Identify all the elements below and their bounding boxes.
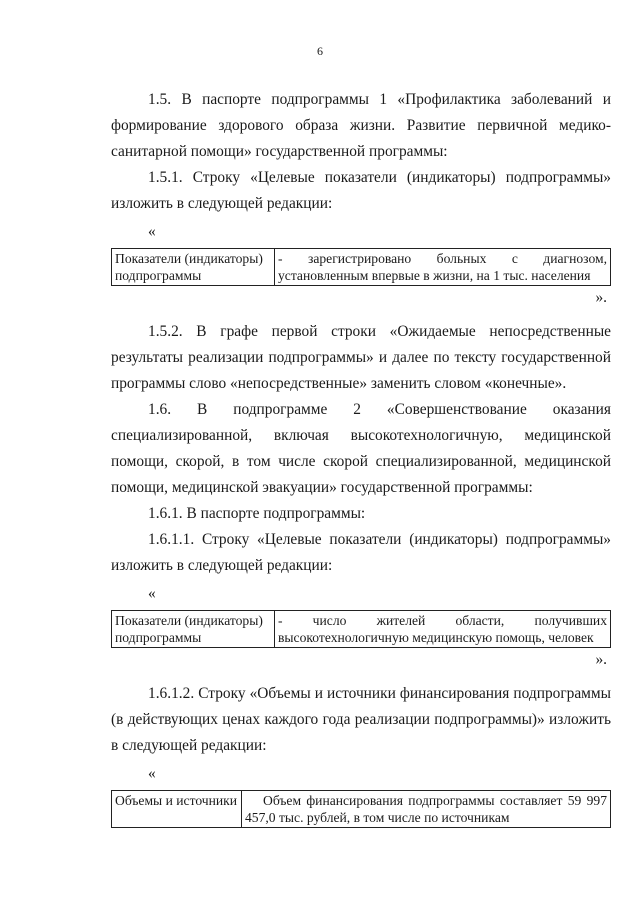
table-cell-label: Показатели (индикаторы) подпрограммы: [112, 249, 275, 286]
table-targets-2: [111, 610, 611, 648]
table-row: [112, 249, 611, 286]
table-row: [112, 791, 611, 828]
table-cell-label: Показатели (индикаторы) подпрограммы: [112, 611, 275, 648]
document-body: [111, 87, 611, 828]
table-cell-value: - число жителей области, получивших высокотехнологичную медицинскую помощь, человек: [275, 611, 611, 648]
quote-close: ».: [595, 289, 607, 306]
table-row: [112, 611, 611, 648]
table-targets-1: [111, 248, 611, 286]
quote-close: ».: [595, 651, 607, 668]
table-cell-value: - зарегистрировано больных с диагнозом, установленным впервые в жизни, на 1 тыс. населения: [275, 249, 611, 286]
paragraph-1-6-1-1: 1.6.1.1. Строку «Целевые показатели (индикаторы) подпрограммы» изложить в следующей редакции:: [111, 531, 611, 574]
paragraph-1-6: 1.6. В подпрограмме 2 «Совершенствование оказания специализированной, включая высокотехнологичную, медицинской помощи, скорой, в том числе скорой специализированной, медицинской помощи, медицинской эвакуации» государственной программы:: [111, 401, 611, 496]
paragraph-1-6-1-2: 1.6.1.2. Строку «Объемы и источники финансирования подпрограммы (в действующих ценах каждого года реализации подпрограммы)» изложить в следующей редакции:: [111, 685, 611, 754]
paragraph-1-5-2: 1.5.2. В графе первой строки «Ожидаемые непосредственные результаты реализации подпрограммы» и далее по тексту государственной программы слово «непосредственные» заменить словом «конечные».: [111, 323, 611, 392]
paragraph-1-5-1: 1.5.1. Строку «Целевые показатели (индикаторы) подпрограммы» изложить в следующей редакции:: [111, 169, 611, 212]
quote-open: «: [148, 765, 156, 782]
quote-open: «: [148, 223, 156, 240]
quote-open: «: [148, 585, 156, 602]
table-financing: [111, 790, 611, 828]
page-number: 6: [317, 44, 323, 58]
table-cell-value: Объем финансирования подпрограммы составляет 59 997 457,0 тыс. рублей, в том числе по источникам: [242, 791, 611, 828]
table-cell-label: Объемы и источники: [112, 791, 242, 828]
paragraph-1-6-1: 1.6.1. В паспорте подпрограммы:: [148, 505, 366, 522]
paragraph-1-5: 1.5. В паспорте подпрограммы 1 «Профилактика заболеваний и формирование здорового образа жизни. Развитие первичной медико-санитарной помощи» государственной программы:: [111, 91, 611, 160]
